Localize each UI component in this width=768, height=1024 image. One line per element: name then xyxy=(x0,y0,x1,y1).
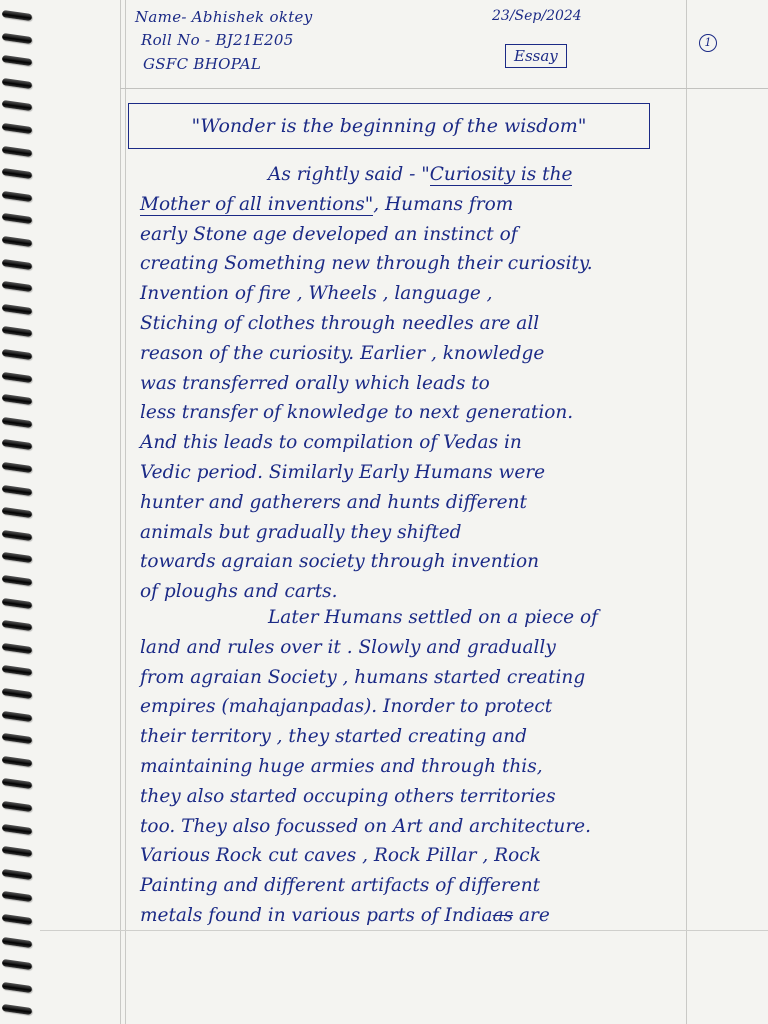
paragraph-1 xyxy=(140,160,685,607)
spiral-coil xyxy=(2,530,33,541)
line-segment: land and rules over it . Slowly and gradually xyxy=(140,636,556,658)
spiral-coil xyxy=(2,168,33,179)
line-segment: hunter and gatherers and hunts different xyxy=(140,491,527,513)
line-segment: their territory , they started creating and xyxy=(140,726,527,748)
spiral-coil xyxy=(2,914,33,925)
text-line xyxy=(140,633,685,663)
student-name: Name- Abhishek oktey xyxy=(135,8,313,26)
spiral-coil xyxy=(2,552,33,563)
spiral-binding xyxy=(0,0,40,1024)
text-line xyxy=(140,428,685,458)
text-line xyxy=(140,782,685,812)
essay-label: Essay xyxy=(505,44,567,68)
spiral-coil xyxy=(2,711,33,722)
spiral-coil xyxy=(2,10,33,21)
spiral-coil xyxy=(2,756,33,767)
spiral-coil xyxy=(2,304,33,315)
paragraph-2 xyxy=(140,603,685,931)
text-line xyxy=(140,603,685,633)
struck-word: as xyxy=(492,904,514,926)
spiral-coil xyxy=(2,688,33,699)
spiral-coil xyxy=(2,620,33,631)
line-segment: towards agraian society through invention xyxy=(140,551,540,573)
line-segment: Vedic period. Similarly Early Humans were xyxy=(140,461,546,483)
line-segment: And this leads to compilation of Vedas in xyxy=(140,432,522,454)
text-line xyxy=(140,249,685,279)
spiral-coil xyxy=(2,959,33,970)
spiral-coil xyxy=(2,123,33,134)
text-line xyxy=(140,871,685,901)
line-segment: empires (mahajanpadas). Inorder to protect xyxy=(140,696,553,718)
line-segment: Stiching of clothes through needles are all xyxy=(140,312,540,334)
spiral-coil xyxy=(2,982,33,993)
text-line xyxy=(140,752,685,782)
text-line xyxy=(140,458,685,488)
text-line xyxy=(140,369,685,399)
line-segment: maintaining huge armies and through this, xyxy=(140,755,543,777)
line-segment: early Stone age developed an instinct of xyxy=(140,223,518,245)
line-segment: Various Rock cut caves , Rock Pillar , Rock xyxy=(140,845,541,867)
spiral-coil xyxy=(2,869,33,880)
line-segment: As rightly said - " xyxy=(268,164,430,185)
text-line xyxy=(140,547,685,577)
spiral-coil xyxy=(2,485,33,496)
underlined-phrase: Curiosity is the xyxy=(429,164,573,185)
spiral-coil xyxy=(2,824,33,835)
text-line xyxy=(140,309,685,339)
text-line xyxy=(140,279,685,309)
spiral-coil xyxy=(2,417,33,428)
spiral-coil xyxy=(2,78,33,89)
line-segment: Invention of fire , Wheels , language , xyxy=(140,283,493,305)
spiral-coil xyxy=(2,598,33,609)
spiral-coil xyxy=(2,259,33,270)
line-segment: Later Humans settled on a piece of xyxy=(268,607,598,628)
spiral-coil xyxy=(2,236,33,247)
date: 23/Sep/2024 xyxy=(492,8,582,24)
line-segment: from agraian Society , humans started creating xyxy=(140,666,586,688)
text-line xyxy=(140,339,685,369)
spiral-coil xyxy=(2,213,33,224)
text-line xyxy=(140,190,685,220)
spiral-coil xyxy=(2,281,33,292)
text-line xyxy=(140,812,685,842)
spiral-coil xyxy=(2,349,33,360)
spiral-coil xyxy=(2,643,33,654)
line-segment: was transferred orally which leads to xyxy=(140,372,490,394)
spiral-coil xyxy=(2,891,33,902)
spiral-coil xyxy=(2,665,33,676)
center-name: GSFC BHOPAL xyxy=(143,55,262,73)
line-segment: reason of the curiosity. Earlier , knowledge xyxy=(140,342,545,364)
text-line xyxy=(140,398,685,428)
line-segment: of ploughs and carts. xyxy=(140,581,338,603)
line-segment: creating Something new through their curiosity. xyxy=(140,253,593,275)
spiral-coil xyxy=(2,55,33,66)
underlined-phrase: Mother of all inventions" xyxy=(140,193,374,215)
spiral-coil xyxy=(2,462,33,473)
spiral-coil xyxy=(2,100,33,111)
spiral-coil xyxy=(2,191,33,202)
text-line xyxy=(140,160,685,190)
spiral-coil xyxy=(2,507,33,518)
roll-number: Roll No - BJ21E205 xyxy=(141,31,294,49)
text-line xyxy=(140,722,685,752)
spiral-coil xyxy=(2,439,33,450)
text-line xyxy=(140,518,685,548)
right-margin-line xyxy=(686,0,687,1024)
line-segment: , Humans from xyxy=(373,193,514,215)
spiral-coil xyxy=(2,1004,33,1015)
spiral-coil xyxy=(2,846,33,857)
spiral-coil xyxy=(2,394,33,405)
text-line xyxy=(140,220,685,250)
spiral-coil xyxy=(2,778,33,789)
line-segment: less transfer of knowledge to next generation. xyxy=(140,402,574,424)
spiral-coil xyxy=(2,326,33,337)
left-margin-line xyxy=(120,0,121,1024)
spiral-coil xyxy=(2,575,33,586)
spiral-coil xyxy=(2,372,33,383)
header-rule xyxy=(120,88,768,89)
text-line xyxy=(140,692,685,722)
text-line xyxy=(140,841,685,871)
left-margin-line-2 xyxy=(125,0,126,1024)
line-segment: Painting and different artifacts of different xyxy=(140,875,541,897)
spiral-coil xyxy=(2,937,33,948)
line-segment: too. They also focussed on Art and architecture. xyxy=(140,815,592,837)
spiral-coil xyxy=(2,146,33,157)
line-segment: metals found in various parts of India xyxy=(140,904,493,926)
text-line xyxy=(140,663,685,693)
spiral-coil xyxy=(2,801,33,812)
page-number: 1 xyxy=(699,34,717,52)
text-line xyxy=(140,488,685,518)
text-line xyxy=(140,901,685,931)
spiral-coil xyxy=(2,33,33,44)
line-segment: they also started occuping others territories xyxy=(140,785,556,807)
line-segment: animals but gradually they shifted xyxy=(140,521,462,543)
line-segment: are xyxy=(519,904,550,926)
essay-title: "Wonder is the beginning of the wisdom" xyxy=(128,103,650,149)
spiral-coil xyxy=(2,733,33,744)
